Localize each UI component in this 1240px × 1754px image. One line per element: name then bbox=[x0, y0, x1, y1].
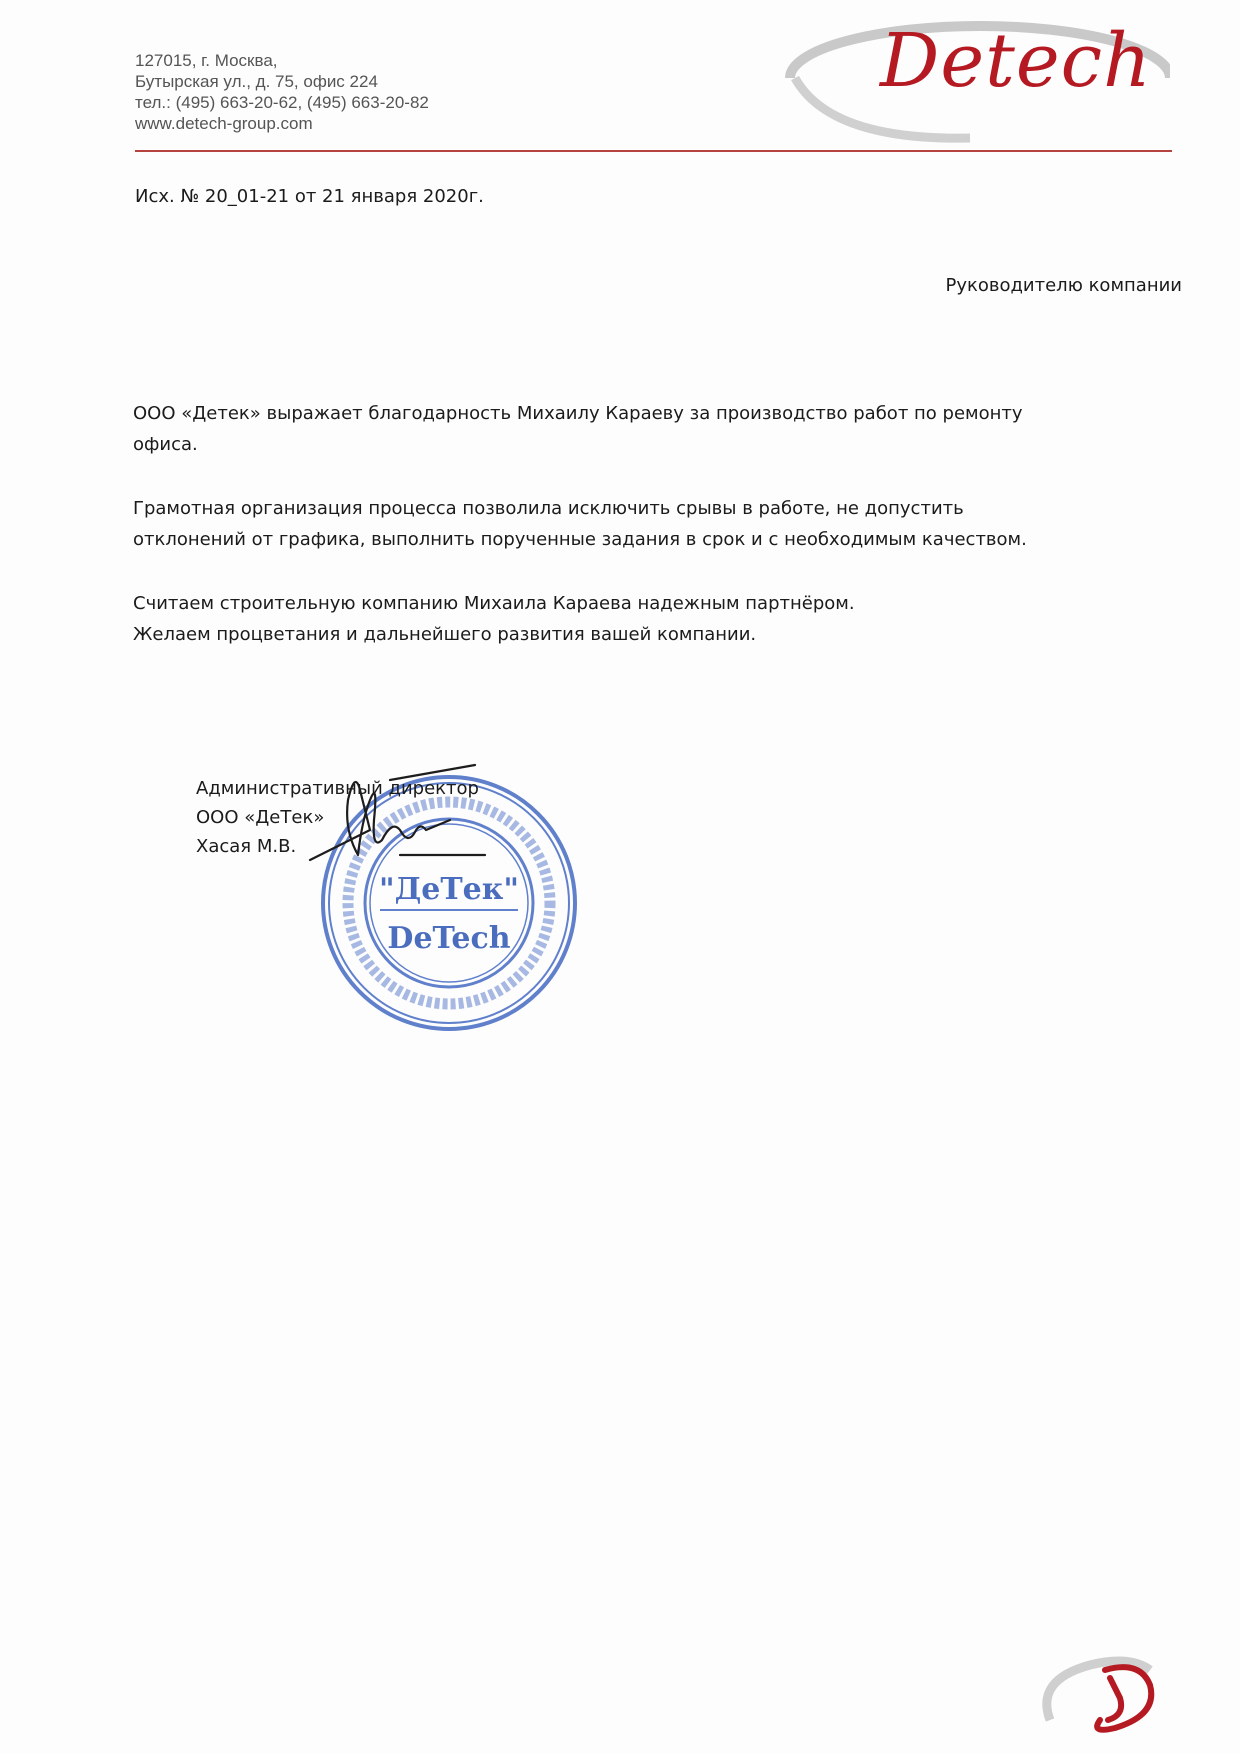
addressee: Руководителю компании bbox=[945, 275, 1182, 296]
sender-address bbox=[135, 50, 429, 134]
stamp-title: "ДеТек" bbox=[378, 872, 520, 907]
company-logo: Detech bbox=[880, 18, 1152, 104]
handwritten-signature bbox=[300, 760, 490, 870]
body-line: Желаем процветания и дальнейшего развития вашей компании. bbox=[133, 624, 757, 645]
body-line: отклонений от графика, выполнить порученные задания в срок и с необходимым качеством. bbox=[133, 529, 1027, 550]
address-line: 127015, г. Москва, bbox=[135, 51, 278, 70]
detech-d-logo-icon bbox=[1030, 1640, 1180, 1740]
signer-name: Хасая М.В. bbox=[196, 836, 297, 857]
body-line: Считаем строительную компанию Михаила Караева надежным партнёром. bbox=[133, 593, 855, 614]
address-line: Бутырская ул., д. 75, офис 224 bbox=[135, 72, 378, 91]
address-line: тел.: (495) 663-20-62, (495) 663-20-82 bbox=[135, 93, 429, 112]
header-divider bbox=[135, 150, 1172, 152]
outgoing-reference: Исх. № 20_01-21 от 21 января 2020г. bbox=[135, 186, 484, 207]
signer-title: Административный директор bbox=[196, 778, 479, 799]
body-line: офиса. bbox=[133, 434, 198, 455]
signer-company: ООО «ДеТек» bbox=[196, 807, 325, 828]
body-paragraph bbox=[133, 398, 1173, 460]
stamp-subtitle: DeTech bbox=[387, 921, 511, 956]
body-paragraph bbox=[133, 588, 1173, 650]
letter-body bbox=[133, 398, 1173, 683]
body-line: Грамотная организация процесса позволила исключить срывы в работе, не допустить bbox=[133, 498, 964, 519]
website-line: www.detech-group.com bbox=[135, 114, 313, 133]
body-line: ООО «Детек» выражает благодарность Михаилу Караеву за производство работ по ремонту bbox=[133, 403, 1023, 424]
body-paragraph bbox=[133, 493, 1173, 555]
